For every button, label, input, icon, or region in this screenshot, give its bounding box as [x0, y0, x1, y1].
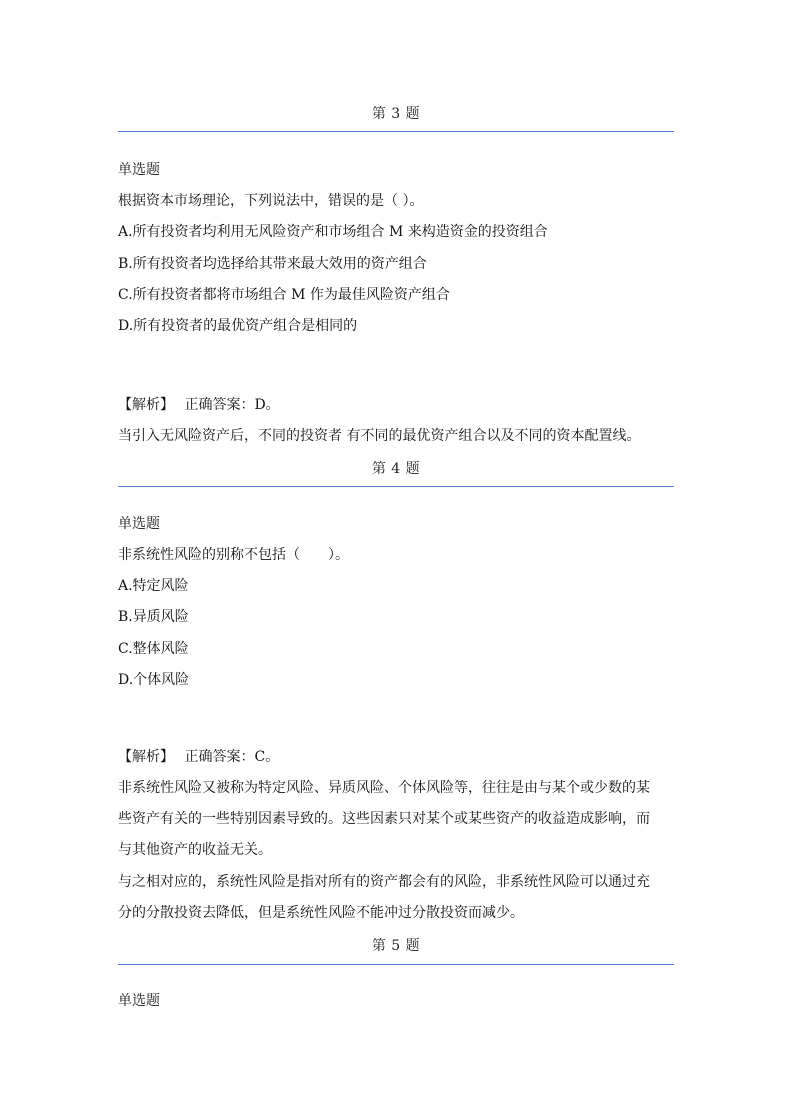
- option-d: D.所有投资者的最优资产组合是相同的: [118, 318, 358, 334]
- question-type: 单选题: [118, 993, 160, 1009]
- option-c: C.整体风险: [118, 641, 189, 657]
- explanation-line: 与其他资产的收益无关。: [118, 842, 272, 858]
- question-title: 第 5 题: [371, 938, 421, 954]
- explanation-line: 与之相对应的，系统性风险是指对所有的资产都会有的风险，非系统性风险可以通过充: [118, 874, 650, 890]
- option-a: A.特定风险: [118, 578, 189, 594]
- option-b: B.所有投资者均选择给其带来最大效用的资产组合: [118, 256, 427, 272]
- explanation-line: 当引入无风险资产后，不同的投资者 有不同的最优资产组合以及不同的资本配置线。: [118, 428, 641, 444]
- correct-answer: 正确答案：D。: [184, 397, 280, 413]
- question-title: 第 4 题: [371, 461, 421, 477]
- analysis-line: [118, 396, 678, 414]
- analysis-label: 【解析】: [118, 397, 174, 413]
- option-c: C.所有投资者都将市场组合 M 作为最佳风险资产组合: [118, 287, 450, 303]
- section-divider: [118, 964, 674, 965]
- option-d: D.个体风险: [118, 672, 190, 688]
- question-stem: 根据资本市场理论，下列说法中，错误的是（ ）。: [118, 193, 424, 209]
- option-a: A.所有投资者均利用无风险资产和市场组合 M 来构造资金的投资组合: [118, 224, 548, 240]
- correct-answer: 正确答案：C。: [184, 749, 280, 765]
- analysis-label: 【解析】: [118, 749, 174, 765]
- section-divider: [118, 131, 674, 132]
- question-title: 第 3 题: [371, 106, 421, 122]
- question-type: 单选题: [118, 516, 160, 532]
- explanation-line: 些资产有关的一些特别因素导致的。这些因素只对某个或某些资产的收益造成影响，而: [118, 811, 650, 827]
- section-divider: [118, 486, 674, 487]
- explanation-line: 分的分散投资去降低，但是系统性风险不能冲过分散投资而减少。: [118, 905, 524, 921]
- question-type: 单选题: [118, 162, 160, 178]
- question-stem: 非系统性风险的别称不包括（ ）。: [118, 547, 349, 563]
- option-b: B.异质风险: [118, 609, 189, 625]
- explanation-line: 非系统性风险又被称为特定风险、异质风险、个体风险等，往往是由与某个或少数的某: [118, 780, 650, 796]
- analysis-line: [118, 748, 678, 766]
